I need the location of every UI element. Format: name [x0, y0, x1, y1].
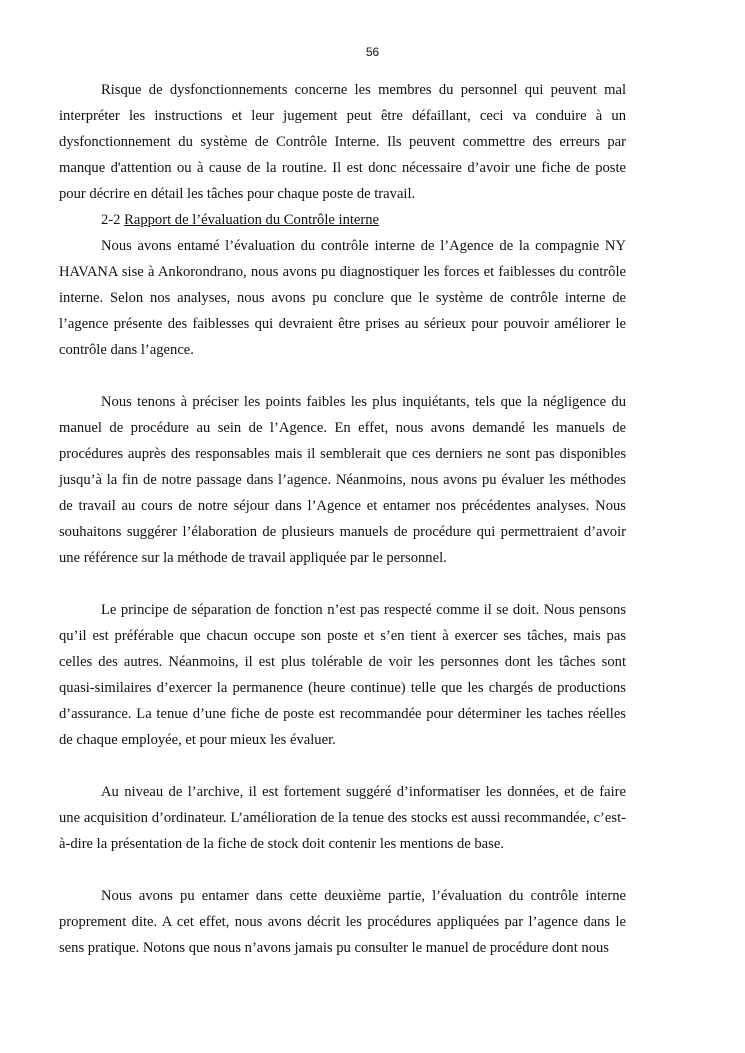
- section-heading: [59, 207, 626, 233]
- paragraph-archive: Au niveau de l’archive, il est fortement suggéré d’informatiser les données, et de faire une acquisition d’ordinateur. L’amélioration de la tenue des stocks est aussi recommandée, c’est-à-dire la présentation de la fiche de stock doit contenir les mentions de base.: [59, 784, 626, 852]
- section-number: 2-2: [101, 212, 121, 228]
- paragraph-separation: Le principe de séparation de fonction n’est pas respecté comme il se doit. Nous pensons qu’il est préférable que chacun occupe son poste et s’en tient à exercer ses tâches, mais pas celles des autres. Néanmoins, il est plus tolérable de voir les personnes dont les tâches sont quasi-similaires d’exercer la permanence (heure continue) telle que les chargés de productions d’assurance. La tenue d’une fiche de poste est recommandée pour déterminer les taches réelles de chaque employée, et pour mieux les évaluer.: [59, 602, 626, 748]
- page-number: 56: [365, 45, 380, 59]
- document-body: [59, 77, 626, 961]
- paragraph-risk: Risque de dysfonctionnements concerne les membres du personnel qui peuvent mal interpréter les instructions et leur jugement peut être défaillant, ceci va conduire à un dysfonctionnement du système de Contrôle Interne. Ils peuvent commettre des erreurs par manque d'attention ou à cause de la routine. Il est donc nécessaire d’avoir une fiche de poste pour décrire en détail les tâches pour chaque poste de travail.: [59, 82, 626, 202]
- paragraph-evaluation: Nous avons entamé l’évaluation du contrôle interne de l’Agence de la compagnie NY HAVANA sise à Ankorondrano, nous avons pu diagnostiquer les forces et faiblesses du contrôle interne. Selon nos analyses, nous avons pu conclure que le système de contrôle interne de l’agence présente des faiblesses qui devraient être prises au sérieux pour pouvoir améliorer le contrôle dans l’agence.: [59, 238, 626, 358]
- section-title: Rapport de l’évaluation du Contrôle interne: [124, 212, 380, 228]
- paragraph-conclusion: Nous avons pu entamer dans cette deuxième partie, l’évaluation du contrôle interne proprement dite. A cet effet, nous avons décrit les procédures appliquées par l’agence dans le sens pratique. Notons que nous n’avons jamais pu consulter le manuel de procédure dont nous: [59, 888, 626, 956]
- paragraph-weak-points: Nous tenons à préciser les points faibles les plus inquiétants, tels que la négligence du manuel de procédure au sein de l’Agence. En effet, nous avons demandé les manuels de procédures auprès des responsables mais il semblerait que ces derniers ne sont pas disponibles jusqu’à la fin de notre passage dans l’agence. Néanmoins, nous avons pu évaluer les méthodes de travail au cours de notre séjour dans l’Agence et entamer nos précédentes analyses. Nous souhaitons suggérer l’élaboration de plusieurs manuels de procédure qui permettraient d’avoir une référence sur la méthode de travail appliquée par le personnel.: [59, 394, 626, 566]
